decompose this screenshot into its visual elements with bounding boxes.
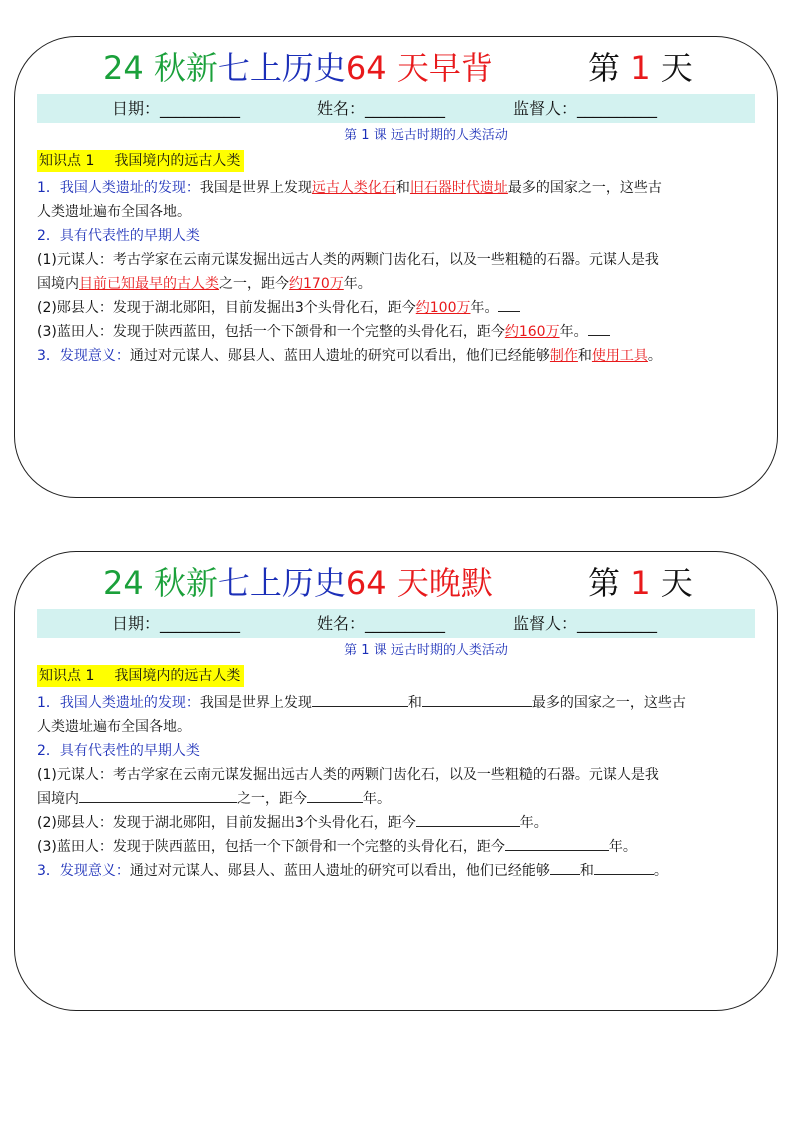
text: 年。	[343, 276, 372, 292]
recitation-card	[14, 36, 778, 498]
lesson-title: 第 1 课 远古时期的人类活动	[344, 643, 508, 658]
kp-number: 知识点 1	[39, 668, 95, 684]
day-suffix: 天	[650, 564, 693, 602]
section-heading: 3．发现意义：	[37, 348, 130, 364]
text: 年。	[363, 791, 391, 807]
date-field: 日期：__________	[112, 614, 241, 633]
name-field: 姓名：__________	[317, 99, 446, 118]
section-1-cont: 人类遗址遍布全国各地。	[37, 204, 191, 220]
day-suffix: 天	[650, 49, 693, 87]
text: 。	[647, 348, 662, 364]
section-heading: 1．我国人类遗址的发现：	[37, 180, 200, 196]
answer-text: 旧石器时代遗址	[409, 180, 508, 196]
lantian-line	[37, 320, 765, 344]
fill-blank[interactable]	[422, 691, 532, 707]
section-3	[37, 344, 765, 368]
day-prefix: 第	[588, 564, 631, 602]
supervisor-field: 监督人：__________	[513, 614, 658, 633]
text: 最多的国家之一，这些古	[507, 180, 662, 196]
text: (2)郧县人：发现于湖北郧阳，目前发掘出3个头骨化石，距今	[37, 300, 416, 316]
text: 国境内	[37, 791, 79, 807]
title-part-plan: 64 天晚默	[345, 564, 493, 602]
text: 年。	[559, 324, 588, 340]
section-2-heading: 2．具有代表性的早期人类	[37, 743, 200, 759]
text: (3)蓝田人：发现于陕西蓝田，包括一个下颌骨和一个完整的头骨化石，距今	[37, 839, 505, 855]
yuanmou-line-2	[37, 272, 765, 296]
dictation-card	[14, 551, 778, 1011]
section-1-cont: 人类遗址遍布全国各地。	[37, 719, 191, 735]
text: 之一，距今	[219, 276, 289, 292]
text: (2)郧县人：发现于湖北郧阳，目前发掘出3个头骨化石，距今	[37, 815, 416, 831]
card-title	[103, 46, 723, 90]
section-1	[37, 691, 765, 715]
text: 和	[577, 348, 592, 364]
name-field: 姓名：__________	[317, 614, 446, 633]
card-body	[37, 691, 765, 883]
text: 最多的国家之一，这些古	[531, 695, 686, 711]
fill-blank[interactable]	[312, 691, 408, 707]
title-part-season: 24 秋新	[103, 49, 218, 87]
day-counter	[588, 46, 693, 90]
text: 年。	[608, 839, 637, 855]
yuanmou-line-1: (1)元谋人：考古学家在云南元谋发掘出远古人类的两颗门齿化石，以及一些粗糙的石器。元谋人是我	[37, 767, 659, 783]
lantian-line	[37, 835, 765, 859]
answer-text: 制作	[549, 348, 578, 364]
text: (3)蓝田人：发现于陕西蓝田，包括一个下颌骨和一个完整的头骨化石，距今	[37, 324, 505, 340]
info-bar	[37, 94, 755, 123]
title-part-plan: 64 天早背	[345, 49, 493, 87]
text: 年。	[519, 815, 548, 831]
text: 。	[653, 863, 668, 879]
text: 国境内	[37, 276, 79, 292]
title-part-subject: 七上历史	[217, 564, 346, 602]
fill-blank[interactable]	[594, 859, 654, 875]
trailing-underline	[498, 297, 520, 312]
lesson-title: 第 1 课 远古时期的人类活动	[344, 128, 508, 143]
date-field: 日期：__________	[112, 99, 241, 118]
fill-blank[interactable]	[307, 787, 363, 803]
answer-text: 约170万	[289, 276, 344, 292]
kp-number: 知识点 1	[39, 153, 95, 169]
kp-title: 我国境内的远古人类	[114, 153, 241, 169]
fill-blank[interactable]	[505, 835, 609, 851]
knowledge-point-label	[37, 150, 244, 172]
text: 通过对元谋人、郧县人、蓝田人遗址的研究可以看出，他们已经能够	[129, 863, 550, 879]
knowledge-point-label	[37, 665, 244, 687]
fill-blank[interactable]	[79, 787, 237, 803]
text: 我国是世界上发现	[199, 180, 312, 196]
info-bar	[37, 609, 755, 638]
answer-text: 远古人类化石	[311, 180, 396, 196]
yunxian-line	[37, 296, 765, 320]
card-title	[103, 561, 723, 605]
text: 通过对元谋人、郧县人、蓝田人遗址的研究可以看出，他们已经能够	[129, 348, 550, 364]
text: 和	[407, 695, 422, 711]
yunxian-line	[37, 811, 765, 835]
text: 之一，距今	[237, 791, 307, 807]
card-body	[37, 176, 765, 368]
text: 我国是世界上发现	[199, 695, 312, 711]
section-2-heading: 2．具有代表性的早期人类	[37, 228, 200, 244]
supervisor-field: 监督人：__________	[513, 99, 658, 118]
yuanmou-line-2	[37, 787, 765, 811]
day-counter	[588, 561, 693, 605]
answer-text: 约160万	[504, 324, 560, 340]
yuanmou-line-1: (1)元谋人：考古学家在云南元谋发掘出远古人类的两颗门齿化石，以及一些粗糙的石器。元谋人是我	[37, 252, 659, 268]
answer-text: 约100万	[415, 300, 471, 316]
day-number: 1	[630, 564, 651, 602]
trailing-underline	[588, 321, 610, 336]
title-part-season: 24 秋新	[103, 564, 218, 602]
day-prefix: 第	[588, 49, 631, 87]
fill-blank[interactable]	[416, 811, 520, 827]
fill-blank[interactable]	[550, 859, 580, 875]
section-heading: 3．发现意义：	[37, 863, 130, 879]
day-number: 1	[630, 49, 651, 87]
section-3	[37, 859, 765, 883]
kp-title: 我国境内的远古人类	[114, 668, 241, 684]
answer-text: 目前已知最早的古人类	[79, 276, 219, 292]
answer-text: 使用工具	[591, 348, 648, 364]
section-heading: 1．我国人类遗址的发现：	[37, 695, 200, 711]
text: 和	[579, 863, 594, 879]
text: 和	[395, 180, 410, 196]
text: 年。	[470, 300, 499, 316]
section-1	[37, 176, 765, 200]
title-part-subject: 七上历史	[217, 49, 346, 87]
